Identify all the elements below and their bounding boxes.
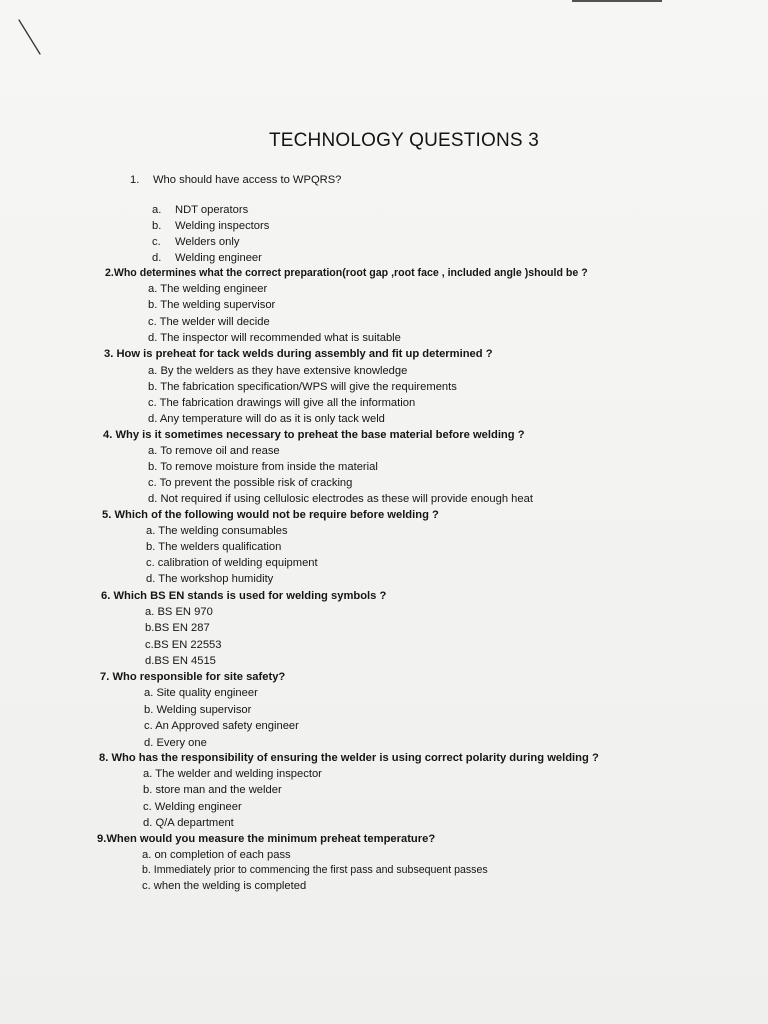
q8-option: d. Q/A department bbox=[143, 817, 234, 829]
q1-option-letter: d. bbox=[152, 252, 162, 264]
q1-option-letter: b. bbox=[152, 220, 162, 232]
question-1-number: 1. bbox=[130, 174, 140, 186]
q1-option-text: Welders only bbox=[175, 236, 240, 248]
question-9-text: 9.When would you measure the minimum preheat temperature? bbox=[97, 833, 436, 845]
q2-option: a. The welding engineer bbox=[148, 283, 268, 295]
q1-option-letter: a. bbox=[152, 204, 162, 216]
page-title: TECHNOLOGY QUESTIONS 3 bbox=[268, 130, 540, 151]
q4-option: b. To remove moisture from inside the material bbox=[148, 461, 378, 473]
q7-option: a. Site quality engineer bbox=[144, 687, 258, 699]
question-6-text: 6. Which BS EN stands is used for welding symbols ? bbox=[101, 590, 387, 602]
q3-option: d. Any temperature will do as it is only tack weld bbox=[148, 413, 385, 425]
question-2-text: 2.Who determines what the correct preparation(root gap ,root face , included angle )should be ? bbox=[105, 267, 588, 279]
q2-option: b. The welding supervisor bbox=[148, 299, 276, 311]
q8-option: b. store man and the welder bbox=[143, 784, 282, 796]
question-7-text: 7. Who responsible for site safety? bbox=[100, 671, 286, 683]
q5-option: b. The welders qualification bbox=[146, 541, 282, 553]
question-4-text: 4. Why is it sometimes necessary to preheat the base material before welding ? bbox=[103, 429, 525, 441]
q6-option: a. BS EN 970 bbox=[145, 606, 213, 618]
q2-option: d. The inspector will recommended what is suitable bbox=[148, 332, 401, 344]
q7-option: d. Every one bbox=[144, 737, 207, 749]
q9-option: b. Immediately prior to commencing the first pass and subsequent passes bbox=[142, 864, 488, 876]
q6-option: c.BS EN 22553 bbox=[145, 639, 222, 651]
page-edge-mark bbox=[572, 0, 662, 2]
q3-option: b. The fabrication specification/WPS will give the requirements bbox=[148, 381, 457, 393]
q1-option-letter: c. bbox=[152, 236, 161, 248]
q3-option: c. The fabrication drawings will give all the information bbox=[148, 397, 416, 409]
question-8-text: 8. Who has the responsibility of ensuring the welder is using correct polarity during welding ? bbox=[99, 752, 599, 764]
q3-option: a. By the welders as they have extensive knowledge bbox=[148, 365, 408, 377]
question-5-text: 5. Which of the following would not be require before welding ? bbox=[102, 509, 439, 521]
q7-option: c. An Approved safety engineer bbox=[144, 720, 299, 732]
q7-option: b. Welding supervisor bbox=[144, 704, 252, 716]
q5-option: a. The welding consumables bbox=[146, 525, 288, 537]
q4-option: d. Not required if using cellulosic electrodes as these will provide enough heat bbox=[148, 493, 533, 505]
q6-option: d.BS EN 4515 bbox=[145, 655, 216, 667]
q5-option: d. The workshop humidity bbox=[146, 573, 274, 585]
q4-option: a. To remove oil and rease bbox=[148, 445, 280, 457]
q9-option: c. when the welding is completed bbox=[142, 880, 307, 892]
q1-option-text: Welding inspectors bbox=[175, 220, 270, 232]
q6-option: b.BS EN 287 bbox=[145, 622, 210, 634]
q8-option: c. Welding engineer bbox=[143, 801, 242, 813]
q9-option: a. on completion of each pass bbox=[142, 849, 291, 861]
question-3-text: 3. How is preheat for tack welds during assembly and fit up determined ? bbox=[104, 348, 493, 360]
pen-stroke-mark bbox=[16, 18, 46, 58]
q8-option: a. The welder and welding inspector bbox=[143, 768, 322, 780]
q1-option-text: Welding engineer bbox=[175, 252, 262, 264]
q5-option: c. calibration of welding equipment bbox=[146, 557, 318, 569]
q4-option: c. To prevent the possible risk of cracking bbox=[148, 477, 353, 489]
q1-option-text: NDT operators bbox=[175, 204, 249, 216]
q2-option: c. The welder will decide bbox=[148, 316, 270, 328]
question-1-text: Who should have access to WPQRS? bbox=[153, 174, 342, 186]
